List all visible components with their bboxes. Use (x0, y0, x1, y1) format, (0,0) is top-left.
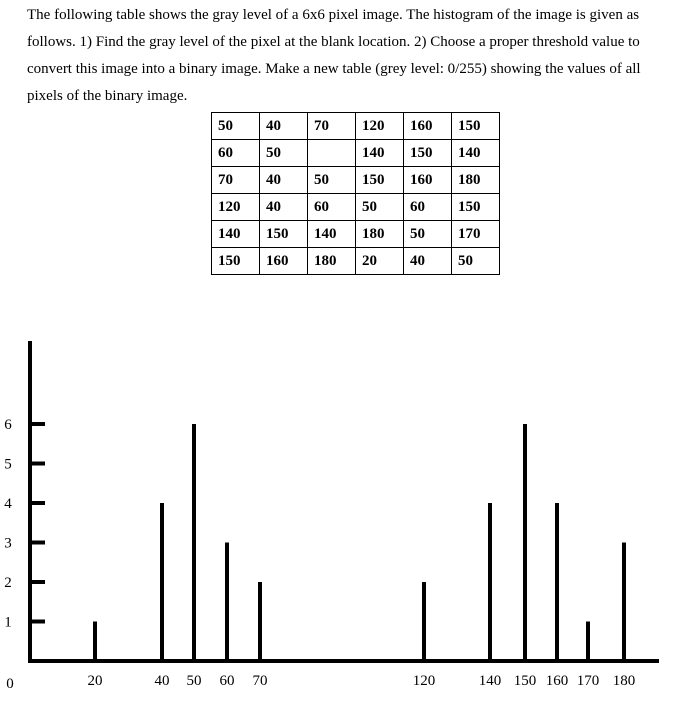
pixel-cell: 140 (452, 140, 500, 167)
x-tick-label: 170 (576, 673, 600, 689)
y-tick-label: 5 (4, 456, 12, 473)
pixel-cell: 160 (404, 113, 452, 140)
pixel-cell: 180 (308, 248, 356, 275)
pixel-cell: 180 (356, 221, 404, 248)
pixel-cell: 150 (452, 194, 500, 221)
pixel-cell: 150 (404, 140, 452, 167)
pixel-cell: 60 (212, 140, 260, 167)
pixel-cell: 50 (404, 221, 452, 248)
pixel-cell: 50 (212, 113, 260, 140)
x-tick-label: 60 (219, 673, 235, 689)
pixel-cell: 20 (356, 248, 404, 275)
pixel-gray-level-table (211, 112, 500, 275)
table-row (212, 248, 500, 275)
table-row (212, 167, 500, 194)
x-tick-label: 180 (612, 673, 636, 689)
table-row (212, 113, 500, 140)
pixel-cell: 60 (404, 194, 452, 221)
pixel-cell: 50 (260, 140, 308, 167)
pixel-cell: 150 (356, 167, 404, 194)
pixel-cell: 50 (356, 194, 404, 221)
x-tick-label: 50 (186, 673, 202, 689)
x-tick-label: 120 (412, 673, 436, 689)
pixel-cell: 120 (212, 194, 260, 221)
table-row (212, 140, 500, 167)
y-tick-label: 4 (4, 496, 12, 512)
y-tick-label: 2 (4, 575, 12, 591)
blank-pixel-cell (308, 140, 356, 167)
y-tick-label: 1 (4, 614, 12, 631)
pixel-cell: 40 (260, 167, 308, 194)
table-row (212, 221, 500, 248)
pixel-cell: 60 (308, 194, 356, 221)
x-tick-label: 40 (154, 673, 170, 689)
x-tick-label: 140 (478, 673, 502, 689)
pixel-cell: 140 (212, 221, 260, 248)
x-tick-label: 20 (87, 673, 103, 689)
pixel-cell: 40 (260, 194, 308, 221)
x-tick-label: 160 (545, 673, 569, 689)
pixel-cell: 140 (356, 140, 404, 167)
pixel-cell: 70 (308, 113, 356, 140)
x-tick-label: 150 (513, 673, 537, 689)
pixel-cell: 150 (212, 248, 260, 275)
pixel-cell: 140 (308, 221, 356, 248)
table-row (212, 194, 500, 221)
x-tick-label: 70 (252, 673, 268, 689)
pixel-cell: 180 (452, 167, 500, 194)
problem-statement: The following table shows the gray level of a 6x6 pixel image. The histogram of the image is given as follows. 1) Find the gray level of the pixel at the blank location. 2) Choose a proper threshold value to convert this image into a binary image. Make a new table (grey level: 0/255) showing the values of all pixels of the binary image. (27, 7, 641, 104)
pixel-cell: 170 (452, 221, 500, 248)
pixel-cell: 150 (260, 221, 308, 248)
pixel-cell: 50 (452, 248, 500, 275)
pixel-cell: 40 (260, 113, 308, 140)
pixel-cell: 50 (308, 167, 356, 194)
pixel-cell: 40 (404, 248, 452, 275)
pixel-cell: 120 (356, 113, 404, 140)
pixel-cell: 160 (404, 167, 452, 194)
pixel-cell: 70 (212, 167, 260, 194)
pixel-cell: 150 (452, 113, 500, 140)
y-tick-label: 3 (4, 535, 12, 552)
y-tick-label: 6 (4, 417, 12, 433)
pixel-cell: 160 (260, 248, 308, 275)
origin-label: 0 (6, 676, 14, 692)
